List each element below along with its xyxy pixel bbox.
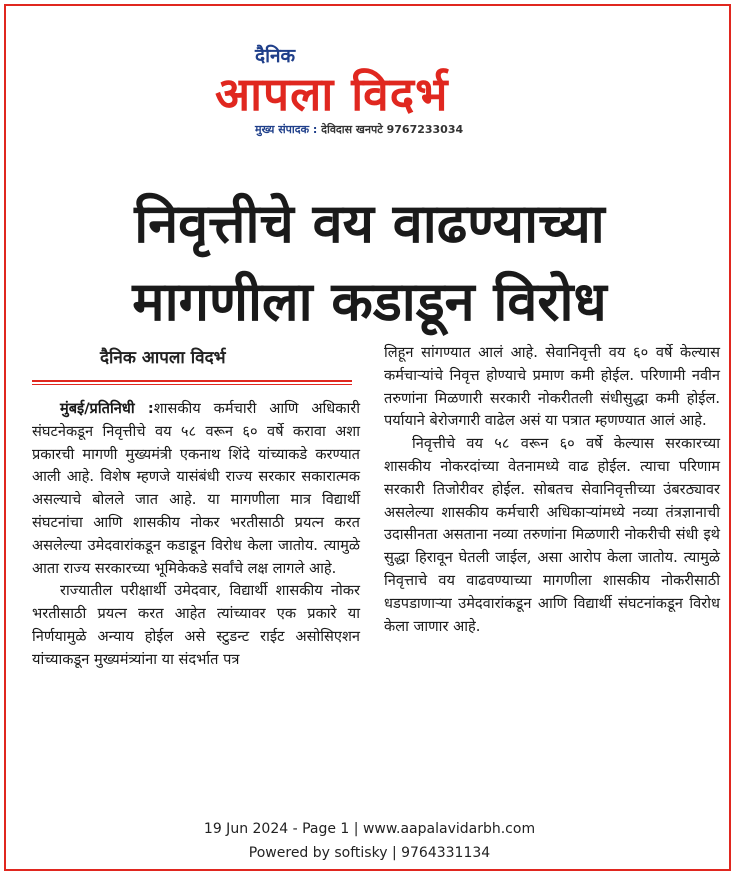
masthead-daily-label: दैनिक (255, 45, 296, 67)
article-paragraph (32, 398, 360, 580)
footer-date-page: 19 Jun 2024 - Page 1 | www.aapalavidarbh.com (203, 821, 536, 837)
masthead (0, 30, 739, 145)
dateline: मुंबई/प्रतिनिधी : (60, 400, 154, 417)
editor-value: देविदास खनपटे 9767233034 (321, 123, 464, 136)
editor-line (255, 122, 463, 137)
article-paragraph: लिहून सांगण्यात आलं आहे. सेवानिवृत्ती वय ६० वर्षे केल्यास कर्मचाऱ्यांचे निवृत्त होण्याचे प्रमाण कमी होईल. परिणामी नवीन तरुणांना मिळणारी सरकारी नोकरीतली संधीसुद्धा कमी होईल. पर्यायाने बेरोजगारी वाढेल असं या पत्रात म्हणण्यात आलं आहे. (384, 344, 720, 430)
footer (0, 817, 739, 865)
masthead-title: आपला विदर्भ (215, 67, 449, 121)
article-column-2 (384, 342, 720, 638)
article-column-1 (32, 398, 360, 672)
article-paragraph: राज्यातील परीक्षार्थी उमेदवार, विद्यार्थी शासकीय नोकर भरतीसाठी प्रयत्न करत आहेत त्यांच्यावर एक प्रकारे या निर्णयामुळे अन्याय होईल असे स्टुडन्ट राईट असोसिएशन यांच्याकडून मुख्यमंत्र्यांना या संदर्भात पत्र (32, 582, 360, 668)
headline (0, 185, 739, 341)
editor-label: मुख्य संपादक : (255, 123, 318, 136)
byline: दैनिक आपला विदर्भ (100, 348, 226, 368)
footer-powered-by: Powered by softisky | 9764331134 (248, 845, 491, 861)
divider (32, 380, 352, 382)
article-paragraph: निवृत्तीचे वय ५८ वरून ६० वर्षे केल्यास सरकारच्या शासकीय नोकरदांच्या वेतनामध्ये वाढ होईल. त्याचा परिणाम सरकारी तिजोरीवर होईल. सोबतच सेवानिवृत्तीच्या उंबरठ्यावर असलेल्या शासकीय कर्मचारी अधिकाऱ्यांमध्ये नव्या तंत्रज्ञानाची उदासीनता असताना नव्या तरुणांना मिळणारी नोकरीची संधी इथे सुद्धा हिरावून घेतली जाईल, असा आरोप केला जातोय. त्यामुळे निवृत्ताचे वय वाढवण्याच्या मागणीला शासकीय नोकरीसाठी धडपडाणाऱ्या उमेदवारांकडून आणि विद्यार्थी संघटनांकडून विरोध केला जाणार आहे. (384, 435, 720, 635)
divider (32, 384, 352, 385)
paragraph-text: शासकीय कर्मचारी आणि अधिकारी संघटनेकडून निवृत्तीचे वय ५८ वरून ६० वर्षे करावा अशा प्रकारची मागणी मुख्यमंत्री एकनाथ शिंदे यांच्याकडे करण्यात आली आहे. विशेष म्हणजे यासंबंधी राज्य सरकार सकारात्मक असल्याचे बोलले जात आहे. या मागणीला मात्र विद्यार्थी संघटनांचा आणि शासकीय नोकर भरतीसाठी प्रयत्न करत असलेल्या उमेदवारांकडून कडाडून विरोध केला जातोय. त्यामुळे आता राज्य सरकारच्या भूमिकेकडे सर्वांचे लक्ष लागले आहे. (32, 400, 360, 577)
headline-line-2: मागणीला कडाडून विरोध (132, 270, 607, 333)
headline-line-1: निवृत्तीचे वय वाढण्याच्या (134, 192, 605, 255)
